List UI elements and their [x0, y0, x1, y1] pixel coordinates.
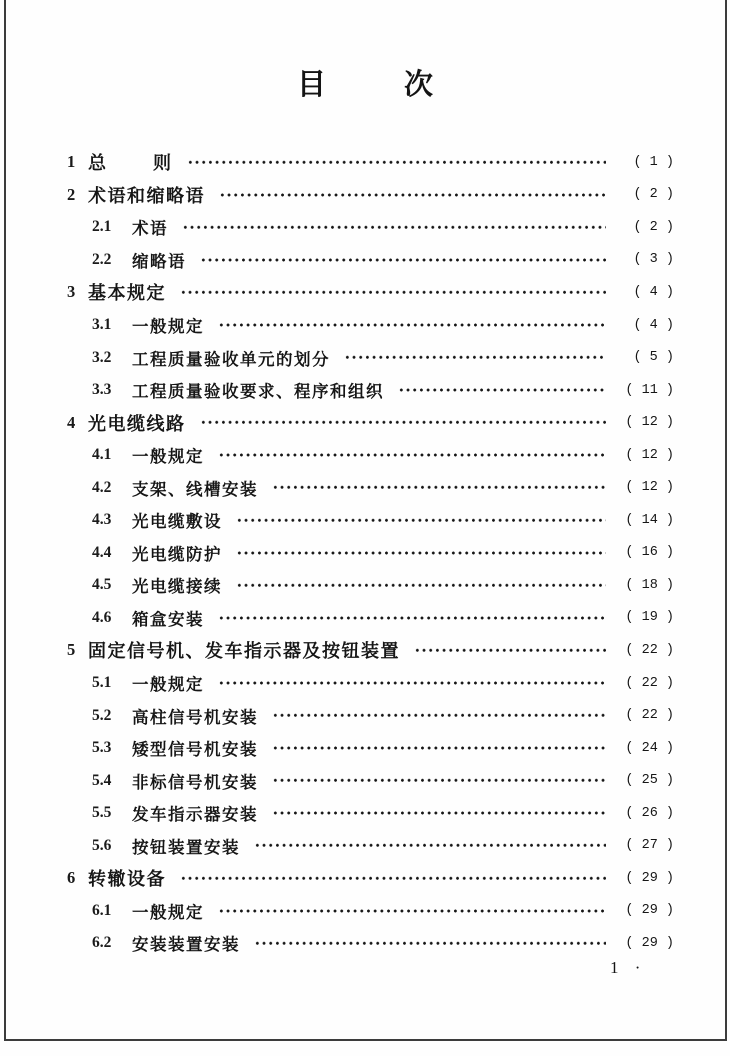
toc-entry-number: 3.2 — [92, 348, 112, 366]
dot-leader — [254, 927, 606, 960]
toc-entry — [67, 764, 674, 797]
toc-entry-number: 3 — [67, 282, 76, 302]
toc-entry-number: 2 — [67, 184, 76, 204]
dot-leader — [236, 504, 606, 537]
toc-entry-number: 5.3 — [92, 739, 112, 757]
toc-entry-page: ( 25 ) — [625, 773, 674, 789]
toc-entry-title: 矮型信号机安装 — [132, 741, 258, 760]
toc-entry-title: 一般规定 — [132, 448, 204, 467]
dot-leader — [182, 211, 606, 244]
toc-entry — [67, 699, 674, 732]
toc-entry-title: 发车指示器安装 — [132, 806, 258, 825]
toc-entry-page: ( 29 ) — [625, 935, 674, 951]
dot-leader — [180, 276, 606, 309]
toc-entry-page: ( 4 ) — [633, 317, 674, 333]
toc-entry-page: ( 12 ) — [625, 447, 674, 463]
toc-entry — [67, 895, 674, 928]
toc-entry-title: 光电缆敷设 — [132, 513, 222, 532]
dot-leader — [200, 406, 607, 439]
toc-entry — [67, 602, 674, 635]
toc-entry — [67, 537, 674, 570]
toc-entry-page: ( 16 ) — [625, 545, 674, 561]
toc-entry-page: ( 4 ) — [633, 284, 674, 300]
dot-leader — [344, 341, 606, 374]
toc-entry — [67, 244, 674, 277]
toc-entry-title: 一般规定 — [132, 903, 204, 922]
toc-entry — [67, 471, 674, 504]
dot-leader — [218, 667, 606, 700]
toc-entry-page: ( 12 ) — [625, 415, 674, 431]
toc-entry — [67, 374, 674, 407]
toc-entry-page: ( 26 ) — [625, 805, 674, 821]
toc-entry-title: 转辙设备 — [88, 869, 166, 890]
toc-entry-title: 基本规定 — [88, 283, 166, 304]
toc-entry — [67, 179, 674, 212]
toc-entry-title: 安装装置安装 — [132, 936, 240, 955]
toc-entry-number: 2.1 — [92, 218, 112, 236]
toc-entry-page: ( 3 ) — [633, 252, 674, 268]
toc-entry-title: 固定信号机、发车指示器及按钮装置 — [88, 641, 400, 662]
toc-entry — [67, 276, 674, 309]
toc-entry-number: 4.1 — [92, 446, 112, 464]
toc-entry-title: 工程质量验收要求、程序和组织 — [132, 383, 384, 402]
toc-entry-number: 4.5 — [92, 576, 112, 594]
toc-entry-title: 箱盒安装 — [132, 610, 204, 629]
toc-entry-title: 光电缆线路 — [88, 413, 186, 434]
toc-entry — [67, 569, 674, 602]
toc-entry — [67, 504, 674, 537]
toc-entry-page: ( 24 ) — [625, 740, 674, 756]
toc-entry-title: 术语和缩略语 — [88, 185, 205, 206]
toc-entry-page: ( 29 ) — [625, 870, 674, 886]
toc-entry-title: 总 则 — [88, 153, 173, 174]
page-title-char-left: 目 — [296, 69, 326, 101]
toc-entry — [67, 927, 674, 960]
toc-entry-page: ( 11 ) — [625, 382, 674, 398]
toc-entry-number: 6.1 — [92, 901, 112, 919]
toc-entry-number: 4.2 — [92, 478, 112, 496]
page-title-char-right: 次 — [404, 69, 434, 101]
toc-entry-page: ( 2 ) — [633, 187, 674, 203]
toc-entry-page: ( 1 ) — [633, 154, 674, 170]
toc-entry — [67, 211, 674, 244]
dot-leader — [236, 537, 606, 570]
toc-entry-number: 3.3 — [92, 381, 112, 399]
toc-entry-number: 4.3 — [92, 511, 112, 529]
toc-entry — [67, 146, 674, 179]
dot-leader — [272, 764, 606, 797]
toc-entry-page: ( 29 ) — [625, 903, 674, 919]
dot-leader — [218, 895, 606, 928]
toc-entry — [67, 406, 674, 439]
toc-entry-title: 工程质量验收单元的划分 — [132, 350, 330, 369]
toc-entry-number: 4 — [67, 412, 76, 432]
dot-leader — [187, 146, 606, 179]
toc-entry-title: 光电缆防护 — [132, 545, 222, 564]
toc-entry-number: 6 — [67, 868, 76, 888]
toc-entry-page: ( 22 ) — [625, 708, 674, 724]
toc-entry-number: 6.2 — [92, 934, 112, 952]
dot-leader — [272, 699, 606, 732]
dot-leader — [398, 374, 606, 407]
toc-entry-number: 5 — [67, 640, 76, 660]
toc-entry-page: ( 22 ) — [625, 642, 674, 658]
dot-leader — [218, 439, 606, 472]
toc-entry-title: 支架、线槽安装 — [132, 480, 258, 499]
toc-entry-page: ( 22 ) — [625, 675, 674, 691]
toc-entry-title: 一般规定 — [132, 676, 204, 695]
dot-leader — [272, 797, 606, 830]
dot-leader — [414, 634, 606, 667]
dot-leader — [218, 309, 606, 342]
toc-entry — [67, 634, 674, 667]
toc-entry — [67, 732, 674, 765]
dot-leader — [219, 179, 606, 212]
toc-entry-title: 一般规定 — [132, 318, 204, 336]
page-number: 1 · — [610, 958, 647, 977]
toc-entry-number: 4.6 — [92, 608, 112, 626]
toc-entry-page: ( 5 ) — [633, 350, 674, 366]
toc-entry-number: 1 — [67, 152, 76, 172]
page-title — [0, 62, 730, 103]
toc-entry-title: 非标信号机安装 — [132, 773, 258, 792]
toc-entry — [67, 341, 674, 374]
dot-leader — [180, 862, 606, 895]
dot-leader — [254, 829, 606, 862]
toc-entry-number: 2.2 — [92, 250, 112, 268]
toc-entry-page: ( 12 ) — [625, 480, 674, 496]
toc-entry-page: ( 19 ) — [625, 610, 674, 626]
toc-entry-page: ( 2 ) — [633, 219, 674, 235]
toc-entry — [67, 862, 674, 895]
toc-entry — [67, 667, 674, 700]
toc-entry — [67, 309, 674, 342]
dot-leader — [272, 732, 606, 765]
table-of-contents — [67, 146, 674, 960]
toc-entry-number: 5.4 — [92, 771, 112, 789]
toc-entry — [67, 829, 674, 862]
toc-entry-title: 按钮装置安装 — [132, 838, 240, 857]
toc-entry-title: 高柱信号机安装 — [132, 708, 258, 727]
toc-entry-number: 5.5 — [92, 804, 112, 822]
toc-entry-title: 缩略语 — [132, 252, 186, 271]
dot-leader — [200, 244, 606, 277]
toc-entry-title: 光电缆接续 — [132, 578, 222, 597]
toc-entry-number: 4.4 — [92, 543, 112, 561]
toc-entry-number: 3.1 — [92, 316, 112, 333]
toc-entry-number: 5.6 — [92, 836, 112, 854]
toc-entry — [67, 439, 674, 472]
dot-leader — [218, 602, 606, 635]
toc-entry-title: 术语 — [132, 220, 168, 239]
toc-entry-page: ( 18 ) — [625, 577, 674, 593]
toc-entry-page: ( 27 ) — [625, 838, 674, 854]
dot-leader — [236, 569, 606, 602]
dot-leader — [272, 471, 606, 504]
toc-entry-number: 5.1 — [92, 674, 112, 692]
toc-entry-page: ( 14 ) — [625, 512, 674, 528]
toc-entry — [67, 797, 674, 830]
toc-entry-number: 5.2 — [92, 706, 112, 724]
